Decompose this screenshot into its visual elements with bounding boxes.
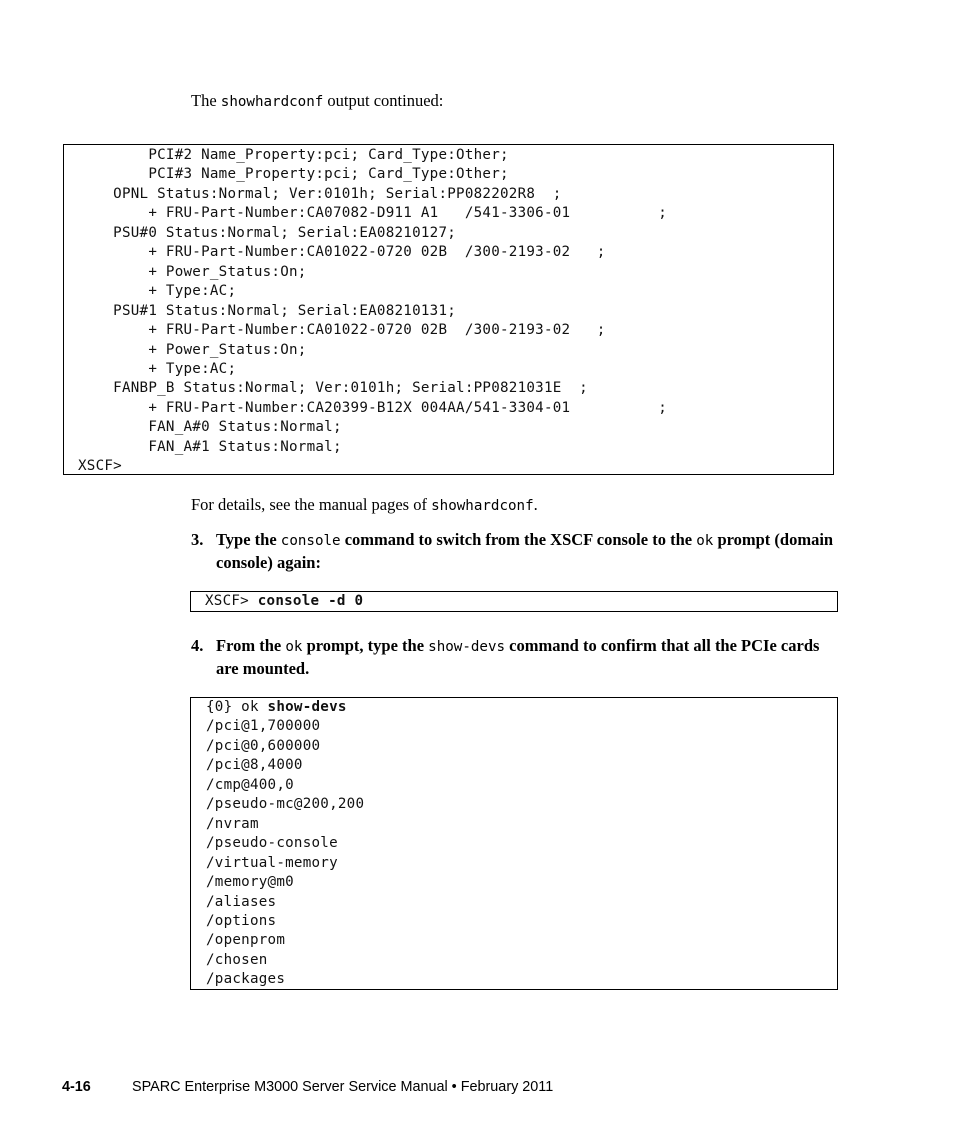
step-number: 3. (191, 530, 204, 549)
code-line: /pci@0,600000 (206, 737, 321, 754)
prompt-text: {0} ok (206, 699, 268, 715)
code-line: FAN_A#0 Status:Normal; (78, 419, 342, 436)
code-line: /nvram (206, 815, 259, 832)
console-command-block (190, 591, 838, 612)
step-text: From the ok prompt, type the show-devs command to confirm that all the PCIe cards are mounted. (216, 636, 820, 678)
code-line: + Power_Status:On; (78, 341, 307, 358)
code-line: /pseudo-console (206, 835, 338, 852)
code-line: + FRU-Part-Number:CA01022-0720 02B /300-2193-02 ; (78, 322, 606, 339)
code-line: FAN_A#1 Status:Normal; (78, 438, 342, 455)
code-line: + Power_Status:On; (78, 263, 307, 280)
code-line: + Type:AC; (78, 360, 237, 377)
code-line: /memory@m0 (206, 874, 294, 891)
inline-command: show-devs (428, 639, 506, 655)
typed-command: show-devs (267, 699, 347, 715)
details-paragraph (191, 494, 538, 517)
typed-command: console -d 0 (257, 593, 364, 609)
code-line: /openprom (206, 932, 286, 949)
intro-paragraph (191, 90, 443, 113)
code-line: PSU#1 Status:Normal; Serial:EA08210131; (78, 302, 457, 319)
code-line: OPNL Status:Normal; Ver:0101h; Serial:PP082202R8 ; (78, 185, 562, 202)
code-line: PCI#3 Name_Property:pci; Card_Type:Other; (78, 166, 509, 183)
code-line: /pci@1,700000 (206, 718, 321, 735)
code-line: + FRU-Part-Number:CA20399-B12X 004AA/541-3304-01 ; (78, 399, 668, 416)
code-line: /aliases (206, 893, 277, 910)
code-line: PCI#2 Name_Property:pci; Card_Type:Other; (78, 147, 509, 163)
code-line: /cmp@400,0 (206, 776, 294, 793)
step-text: Type the console command to switch from the XSCF console to the ok prompt (domain console) again: (216, 530, 834, 572)
code-line: /pseudo-mc@200,200 (206, 796, 365, 813)
intro-text-before: The (191, 91, 221, 110)
details-text-before: For details, see the manual pages of (191, 495, 432, 514)
step-number: 4. (191, 636, 204, 655)
inline-command: console (280, 533, 341, 549)
inline-command: ok (696, 533, 714, 549)
intro-text-after: output continued: (323, 91, 444, 110)
details-command: showhardconf (431, 498, 534, 514)
details-text-after: . (533, 495, 538, 514)
code-line: /chosen (206, 951, 268, 968)
showhardconf-output-block (63, 144, 834, 475)
page-number: 4-16 (62, 1079, 91, 1095)
step-3 (191, 529, 841, 573)
code-line: + Type:AC; (78, 283, 237, 300)
code-line: /packages (206, 971, 286, 988)
code-line: FANBP_B Status:Normal; Ver:0101h; Serial:PP0821031E ; (78, 380, 588, 397)
code-line: + FRU-Part-Number:CA01022-0720 02B /300-2193-02 ; (78, 244, 606, 261)
publication-date: February 2011 (460, 1079, 554, 1095)
code-line: /pci@8,4000 (206, 757, 303, 774)
show-devs-output-block (190, 697, 838, 990)
step-4 (191, 635, 841, 679)
code-line: /options (206, 912, 277, 929)
prompt-text: XSCF> (205, 593, 258, 609)
manual-title: SPARC Enterprise M3000 Server Service Manual (132, 1079, 448, 1095)
code-line: + FRU-Part-Number:CA07082-D911 A1 /541-3306-01 ; (78, 205, 668, 222)
bullet-separator: • (451, 1079, 457, 1095)
page-footer (62, 1078, 553, 1096)
code-line: PSU#0 Status:Normal; Serial:EA08210127; (78, 224, 457, 241)
code-line: /virtual-memory (206, 854, 338, 871)
code-line: XSCF> (78, 458, 122, 475)
intro-command: showhardconf (220, 94, 324, 110)
inline-command: ok (285, 639, 303, 655)
